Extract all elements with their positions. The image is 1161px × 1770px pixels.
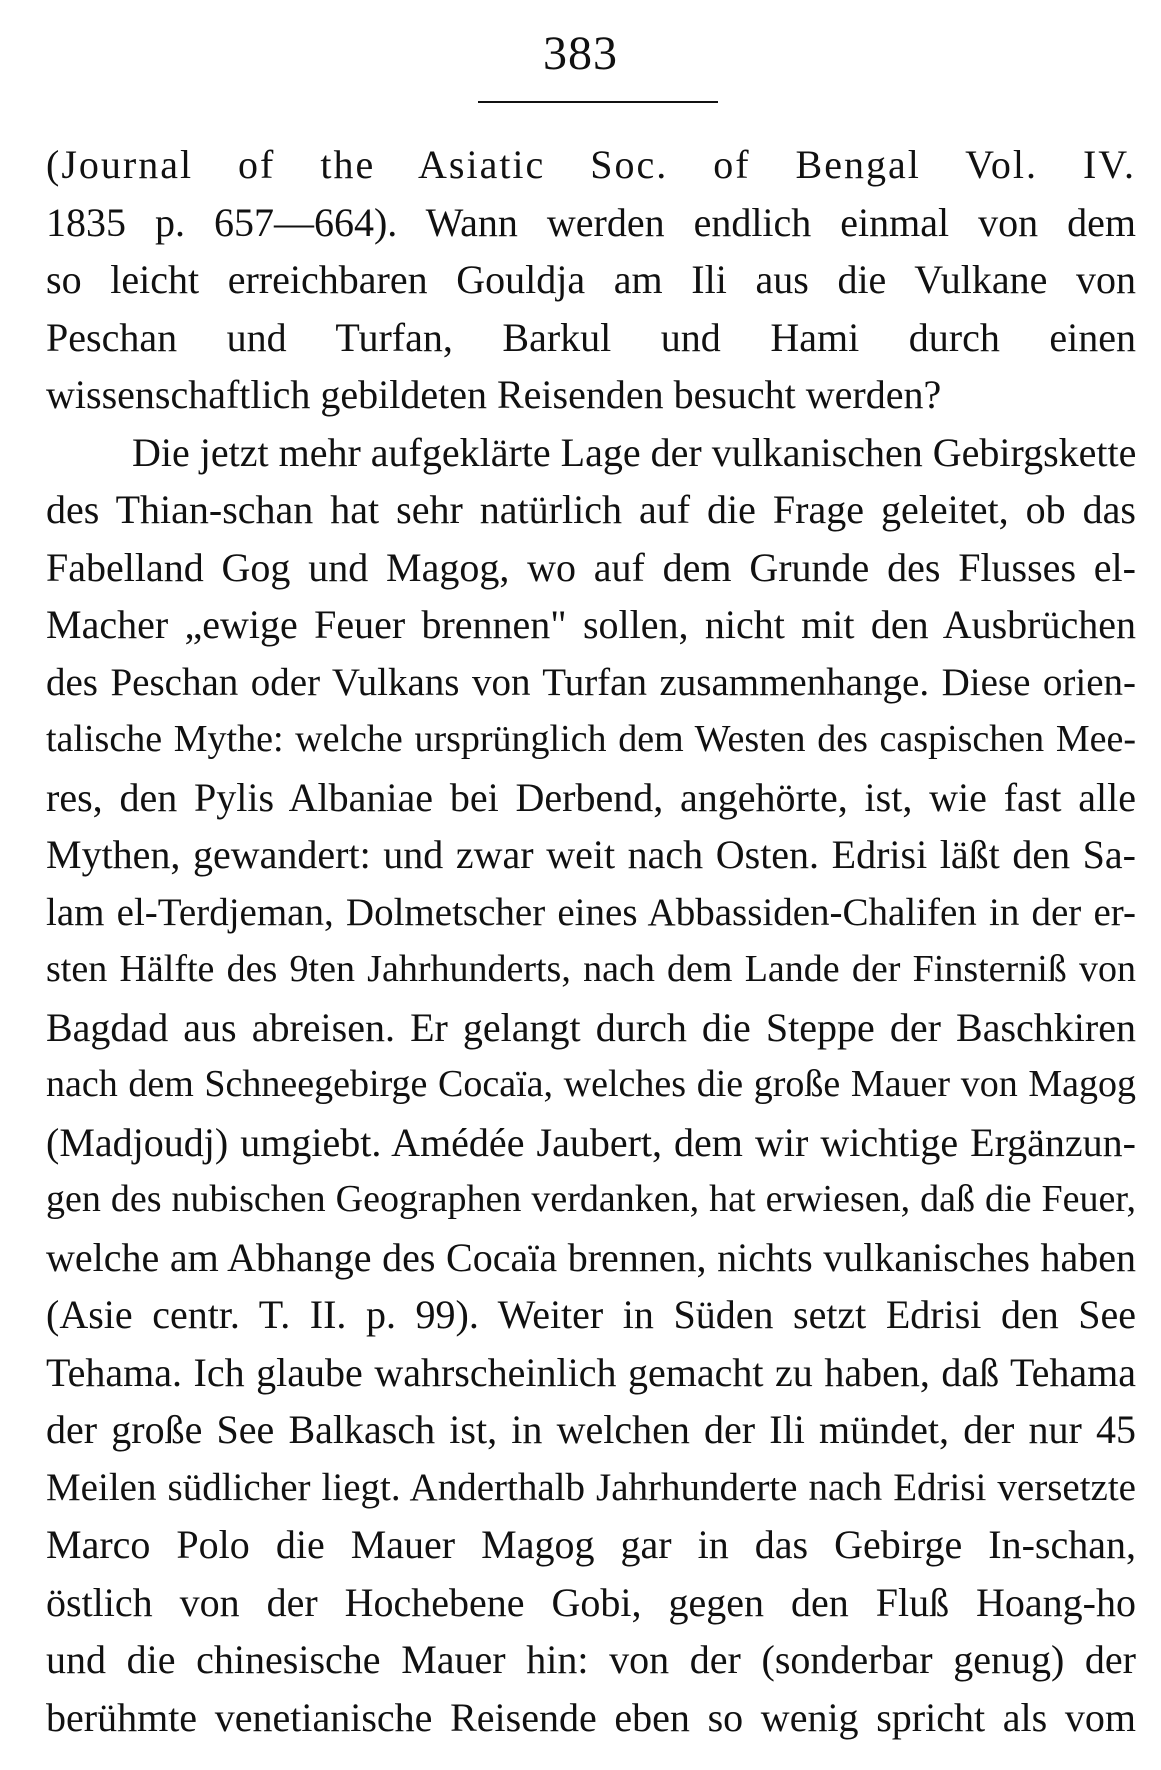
text-line: talische Mythe: welche ursprünglich dem Westen des caspischen Mee- (46, 718, 1136, 760)
text-line: lam el-Terdjeman, Dolmetscher eines Abbassiden-Chalifen in der er- (46, 890, 1136, 934)
text-line: berühmte venetianische Reisende eben so wenig spricht als vom (46, 1694, 1136, 1740)
text-line: res, den Pylis Albaniae bei Derbend, angehörte, ist, wie fast alle (46, 774, 1136, 820)
text-line: so leicht erreichbaren Gouldja am Ili aus die Vulkane von (46, 257, 1136, 302)
text-line: wissenschaftlich gebildeten Reisenden besucht werden? (46, 372, 942, 417)
text-line: sten Hälfte des 9ten Jahrhunderts, nach dem Lande der Finsterniß von (46, 948, 1136, 990)
text-line: Marco Polo die Mauer Magog gar in das Gebirge In-schan, (46, 1522, 1136, 1567)
body-text (46, 136, 1136, 1746)
text-line: des Thian-schan hat sehr natürlich auf die Frage geleitet, ob das (46, 487, 1136, 532)
text-line: Mythen, gewandert: und zwar weit nach Osten. Edrisi läßt den Sa- (46, 832, 1136, 877)
text-line: östlich von der Hochebene Gobi, gegen den Fluß Hoang-ho (46, 1579, 1136, 1625)
text-line: (Madjoudj) umgiebt. Amédée Jaubert, dem wir wichtige Ergänzun- (46, 1119, 1136, 1165)
text-line: Meilen südlicher liegt. Anderthalb Jahrhunderte nach Edrisi versetzte (46, 1465, 1136, 1509)
text-line: der große See Balkasch ist, in welchen der Ili mündet, der nur 45 (46, 1407, 1136, 1452)
text-line: Peschan und Turfan, Barkul und Hami durch einen (46, 314, 1136, 360)
text-line: und die chinesische Mauer hin: von der (sonderbar genug) der (46, 1637, 1136, 1682)
text-line: des Peschan oder Vulkans von Turfan zusammenhange. Diese orien- (46, 660, 1136, 704)
page-number: 383 (543, 27, 618, 80)
text-line: Fabelland Gog und Magog, wo auf dem Grunde des Flusses el- (46, 544, 1136, 590)
text-line: (Asie centr. T. II. p. 99). Weiter in Süden setzt Edrisi den See (46, 1292, 1136, 1337)
header-rule (478, 101, 718, 103)
text-line: Macher „ewige Feuer brennen" sollen, nicht mit den Ausbrüchen (46, 602, 1136, 647)
text-line: Bagdad aus abreisen. Er gelangt durch die Steppe der Baschkiren (46, 1004, 1136, 1050)
text-line: Die jetzt mehr aufgeklärte Lage der vulkanischen Gebirgskette (132, 429, 1136, 475)
text-line: (Journal of the Asiatic Soc. of Bengal Vol. IV. (46, 142, 1136, 187)
text-line: welche am Abhange des Cocaïa brennen, nichts vulkanisches haben (46, 1234, 1136, 1280)
text-line: Tehama. Ich glaube wahrscheinlich gemacht zu haben, daß Tehama (46, 1349, 1136, 1395)
text-line: 1835 p. 657—664). Wann werden endlich einmal von dem (46, 199, 1136, 245)
text-line: gen des nubischen Geographen verdanken, hat erwiesen, daß die Feuer, (46, 1178, 1136, 1220)
text-line: nach dem Schneegebirge Cocaïa, welches die große Mauer von Magog (46, 1063, 1136, 1105)
